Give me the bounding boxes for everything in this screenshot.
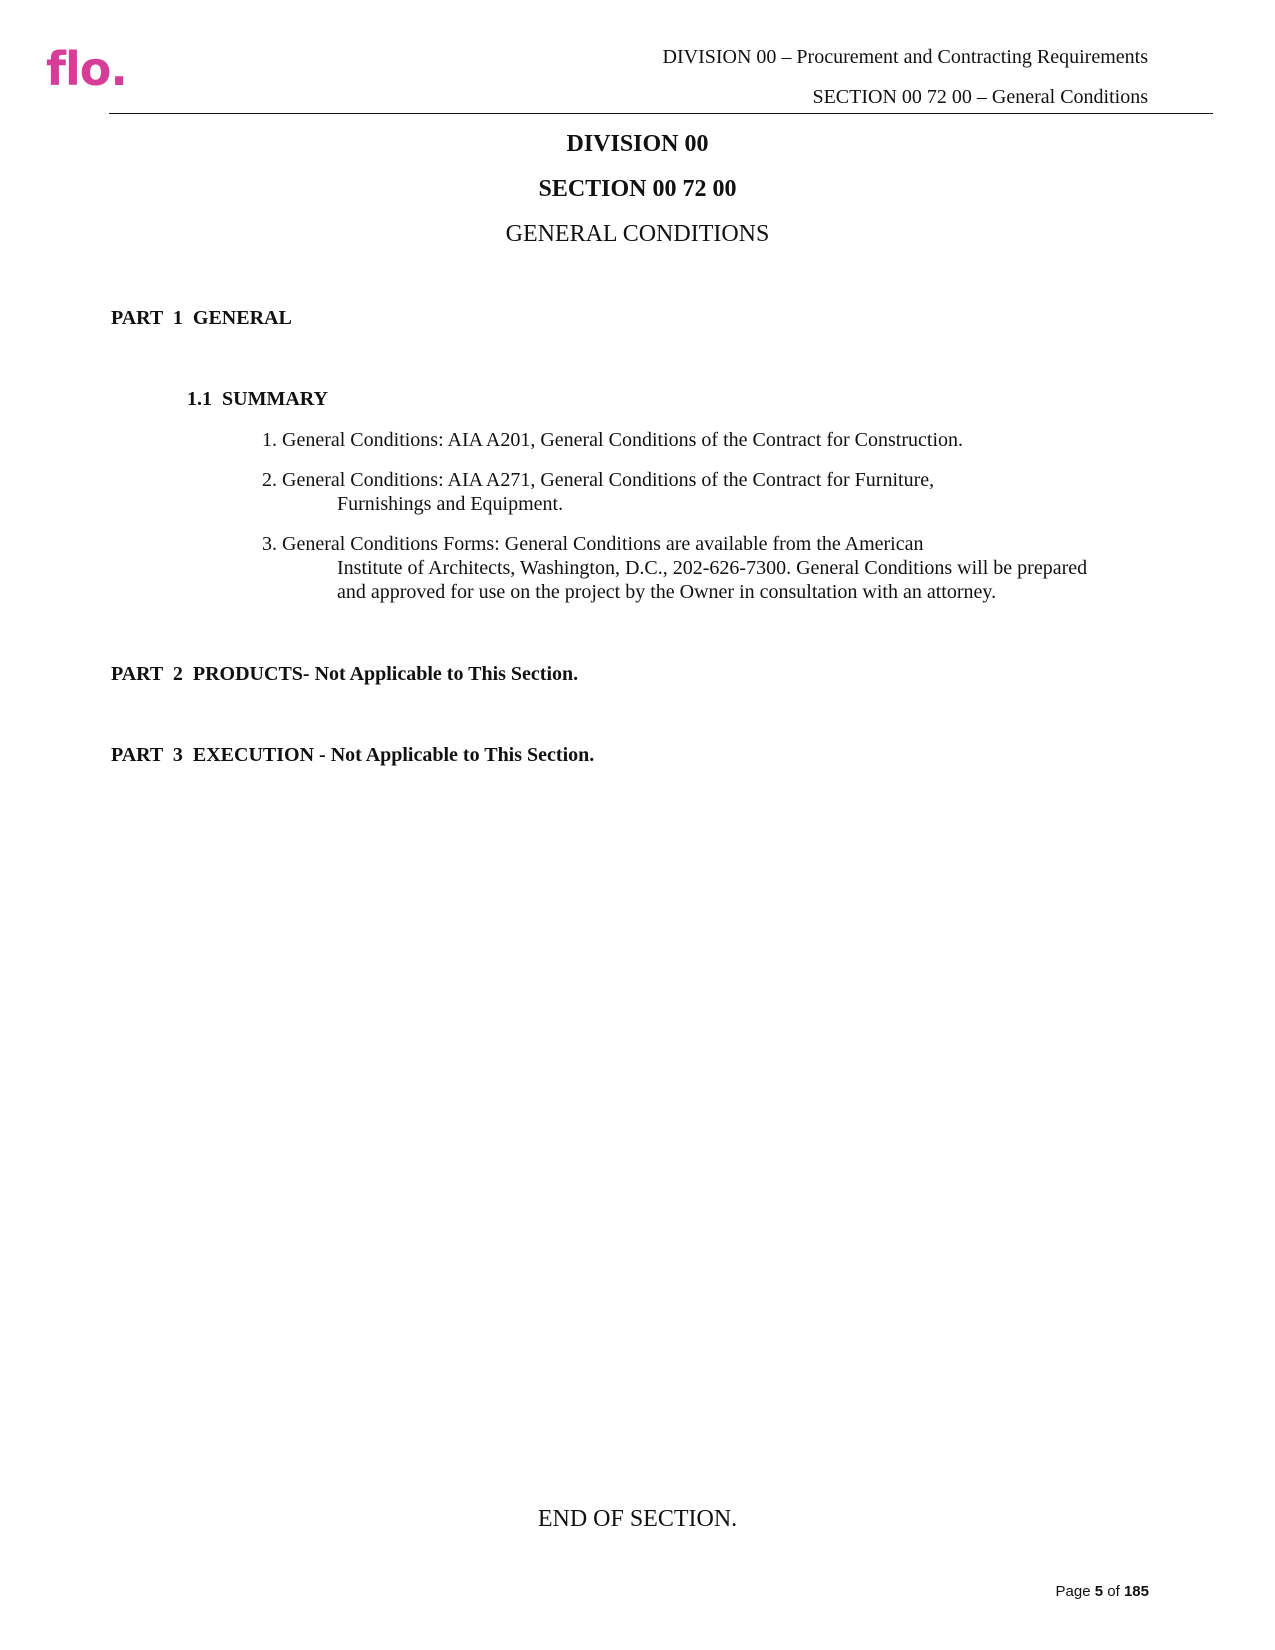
article-1-1-heading: 1.1 SUMMARY xyxy=(187,388,328,410)
document-section-name: GENERAL CONDITIONS xyxy=(505,221,770,247)
part-1-heading: PART 1 GENERAL xyxy=(111,307,292,329)
summary-item-2 xyxy=(262,468,934,516)
part-3-heading: PART 3 EXECUTION - Not Applicable to This Section. xyxy=(111,744,595,766)
document-division-title: DIVISION 00 xyxy=(566,131,709,157)
part-2-heading: PART 2 PRODUCTS- Not Applicable to This Section. xyxy=(111,663,579,685)
summary-item-3-text: 3. General Conditions Forms: General Conditions are available from the American xyxy=(262,533,924,555)
running-header-division: DIVISION 00 – Procurement and Contracting Requirements xyxy=(662,46,1148,68)
flo-logo: flo. xyxy=(46,42,127,96)
page-label: Page xyxy=(1055,1583,1091,1600)
summary-item-3-continuation-1: Institute of Architects, Washington, D.C., 202-626-7300. General Conditions will be prepared xyxy=(337,557,1088,579)
page-of: of xyxy=(1107,1583,1120,1600)
page-current: 5 xyxy=(1094,1583,1104,1600)
page-number xyxy=(1056,1583,1149,1601)
summary-item-2-continuation: Furnishings and Equipment. xyxy=(337,493,564,515)
page-total: 185 xyxy=(1123,1583,1149,1600)
summary-item-2-text: 2. General Conditions: AIA A271, General Conditions of the Contract for Furniture, xyxy=(262,469,935,491)
header-rule xyxy=(109,113,1213,114)
summary-item-3 xyxy=(262,532,1087,604)
summary-item-3-continuation-2: and approved for use on the project by the Owner in consultation with an attorney. xyxy=(337,581,997,603)
document-section-title: SECTION 00 72 00 xyxy=(538,176,737,202)
end-of-section: END OF SECTION. xyxy=(537,1506,738,1532)
running-header-section: SECTION 00 72 00 – General Conditions xyxy=(812,86,1148,108)
summary-item-1-text: 1. General Conditions: AIA A201, General Conditions of the Contract for Construction. xyxy=(262,429,964,451)
summary-item-1 xyxy=(262,428,963,452)
